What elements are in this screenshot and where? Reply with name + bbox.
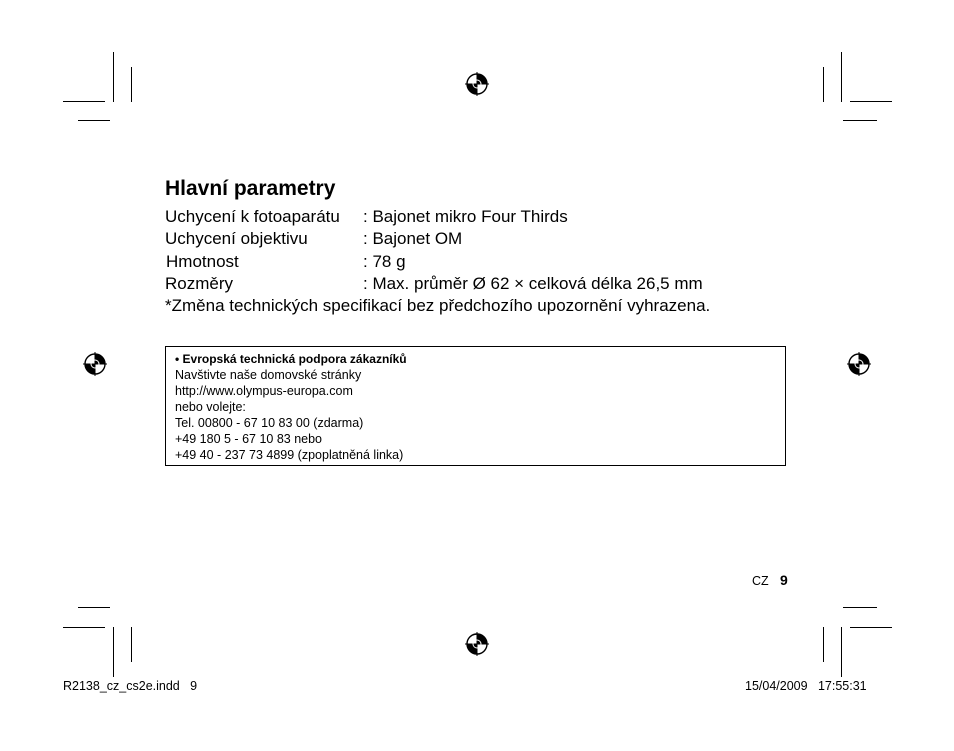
- page-number: 9: [780, 572, 788, 588]
- support-line: nebo volejte:: [175, 400, 246, 414]
- support-line: Navštivte naše domovské stránky: [175, 368, 362, 382]
- support-box: [165, 346, 786, 466]
- crop-mark: [841, 52, 842, 102]
- crop-mark: [63, 627, 105, 628]
- support-heading: • Evropská technická podpora zákazníků: [175, 352, 407, 366]
- registration-target-icon: [465, 632, 489, 656]
- crop-mark: [63, 101, 105, 102]
- spec-value: : 78 g: [363, 252, 406, 271]
- crop-mark: [823, 627, 824, 662]
- crop-mark: [131, 627, 132, 662]
- slug-filename: R2138_cz_cs2e.indd 9: [63, 679, 198, 693]
- support-phone: Tel. 00800 - 67 10 83 00 (zdarma): [175, 416, 364, 430]
- spec-label: Rozměry: [165, 274, 234, 293]
- crop-mark: [850, 627, 892, 628]
- crop-mark: [78, 607, 110, 608]
- slug-datetime: 15/04/2009 17:55:31: [745, 679, 867, 693]
- specs-note: *Změna technických specifikací bez předchozího upozornění vyhrazena.: [165, 296, 711, 315]
- spec-value: : Bajonet OM: [363, 229, 463, 248]
- registration-target-icon: [83, 352, 107, 376]
- crop-mark: [823, 67, 824, 102]
- registration-target-icon: [847, 352, 871, 376]
- section-title: Hlavní parametry: [165, 177, 336, 200]
- crop-mark: [843, 607, 877, 608]
- spec-label: Hmotnost: [166, 252, 239, 271]
- crop-mark: [843, 120, 877, 121]
- crop-mark: [841, 627, 842, 677]
- page-language: CZ: [752, 574, 769, 588]
- crop-mark: [850, 101, 892, 102]
- spec-label: Uchycení k fotoaparátu: [165, 207, 340, 226]
- support-url: http://www.olympus-europa.com: [175, 384, 353, 398]
- crop-mark: [113, 52, 114, 102]
- crop-mark: [78, 120, 110, 121]
- support-phone: +49 40 - 237 73 4899 (zpoplatněná linka): [175, 448, 404, 462]
- registration-target-icon: [465, 72, 489, 96]
- crop-mark: [131, 67, 132, 102]
- support-phone: +49 180 5 - 67 10 83 nebo: [175, 432, 323, 446]
- crop-mark: [113, 627, 114, 677]
- spec-value: : Max. průměr Ø 62 × celková délka 26,5 mm: [363, 274, 703, 293]
- spec-label: Uchycení objektivu: [165, 229, 308, 248]
- spec-value: : Bajonet mikro Four Thirds: [363, 207, 568, 226]
